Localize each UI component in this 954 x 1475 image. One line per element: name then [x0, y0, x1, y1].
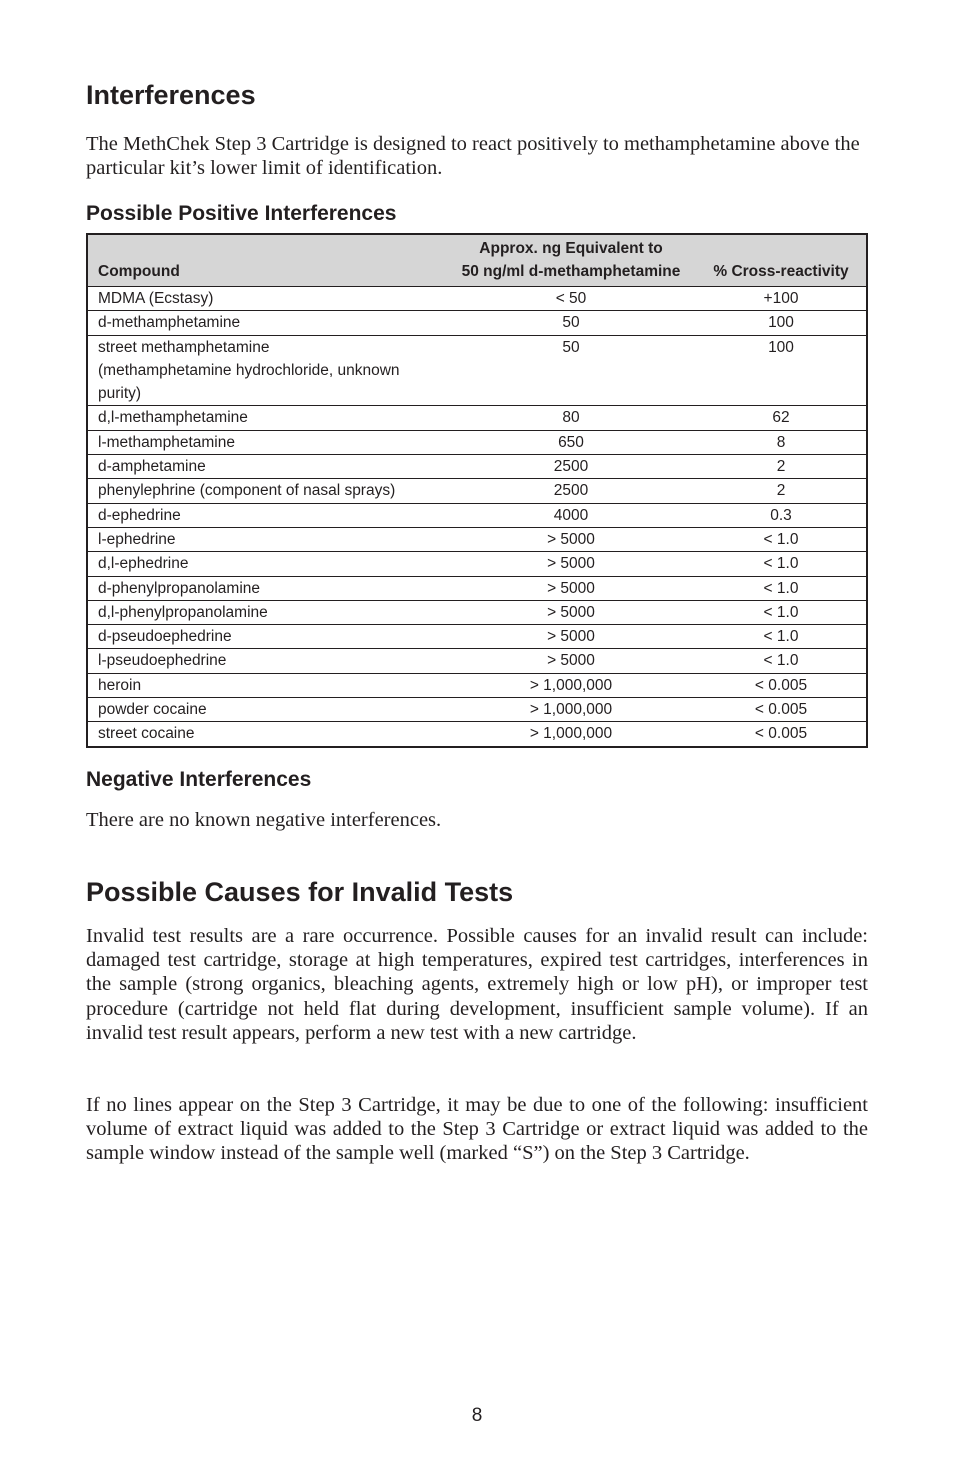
table-row	[87, 503, 867, 527]
cell-cross-reactivity: < 0.005	[754, 725, 808, 743]
cell-compound	[87, 311, 446, 335]
header-compound: Compound	[87, 234, 446, 287]
subsection-title-negative: Negative Interferences	[86, 768, 312, 791]
cell-equivalent: > 5000	[446, 576, 696, 600]
table-header-row	[87, 234, 867, 287]
table-row	[87, 625, 867, 649]
cell-compound	[87, 576, 446, 600]
table-row	[87, 527, 867, 551]
cell-cross-reactivity: < 1.0	[696, 600, 867, 624]
cell-cross-reactivity: < 1.0	[696, 649, 867, 673]
cell-cross-reactivity: < 0.005	[696, 673, 867, 697]
compound-name: d,l-phenylpropanolamine	[98, 603, 268, 621]
compound-name: d-pseudoephedrine	[98, 628, 232, 646]
positive-interferences-table	[86, 233, 868, 748]
cell-cross-reactivity: 8	[696, 430, 867, 454]
cell-equivalent: > 1,000,000	[446, 673, 696, 697]
compound-name: d,l-methamphetamine	[98, 409, 248, 427]
cell-equivalent: > 1,000,000	[446, 698, 696, 722]
table-row	[87, 287, 867, 311]
compound-name: l-ephedrine	[98, 530, 176, 548]
cell-compound	[87, 698, 446, 722]
cell-cross-reactivity: < 1.0	[696, 625, 867, 649]
cell-cross-reactivity: < 0.005	[696, 698, 867, 722]
table-row	[87, 576, 867, 600]
cell-compound	[87, 673, 446, 697]
header-cross-reactivity: % Cross-reactivity	[696, 234, 867, 287]
cell-cross-reactivity: < 1.0	[696, 576, 867, 600]
table-row	[87, 430, 867, 454]
cell-cross-reactivity: 0.3	[696, 503, 867, 527]
invalid-tests-paragraph-1: Invalid test results are a rare occurrence. Possible causes for an invalid result can include: damaged test cartridge, storage at high temperatures, expired test cartridges, interferences in the sample (strong organics, bleaching agents, extremely high or low pH), or improper test procedure (cartridge not held flat during development, insufficient sample volume). If an invalid test result appears, perform a new test with a new cartridge.	[86, 925, 868, 1044]
cell-equivalent: < 50	[446, 287, 696, 311]
cell-equivalent: 4000	[446, 503, 696, 527]
cell-equivalent: > 5000	[446, 527, 696, 551]
table-body	[87, 287, 867, 747]
cell-compound	[87, 649, 446, 673]
table-row	[87, 600, 867, 624]
compound-name: powder cocaine	[98, 701, 207, 719]
cell-compound	[87, 430, 446, 454]
cell-cross-reactivity: 100	[696, 335, 867, 406]
cell-equivalent: > 5000	[446, 625, 696, 649]
table-row	[87, 649, 867, 673]
table-row	[87, 455, 867, 479]
header-equivalent	[446, 234, 696, 287]
table-row	[87, 698, 867, 722]
cell-compound	[87, 503, 446, 527]
compound-name: l-pseudoephedrine	[98, 652, 227, 670]
compound-name: phenylephrine (component of nasal sprays)	[98, 482, 396, 500]
cell-equivalent: > 5000	[446, 552, 696, 576]
table-row	[87, 722, 867, 747]
cell-equivalent: 50	[446, 311, 696, 335]
section-title-invalid-tests: Possible Causes for Invalid Tests	[86, 877, 514, 907]
subsection-title-positive: Possible Positive Interferences	[86, 202, 397, 225]
cell-compound	[87, 455, 446, 479]
compound-name: d-methamphetamine	[98, 314, 241, 332]
cell-cross-reactivity: 2	[696, 479, 867, 503]
compound-name: d,l-ephedrine	[98, 555, 189, 573]
cell-cross-reactivity: 2	[696, 455, 867, 479]
table-row	[87, 311, 867, 335]
cell-compound	[87, 600, 446, 624]
cell-equivalent: > 5000	[446, 649, 696, 673]
header-equivalent-line1: Approx. ng Equivalent to	[479, 240, 663, 257]
cell-equivalent: > 5000	[446, 600, 696, 624]
cell-compound	[87, 287, 446, 311]
compound-name: MDMA (Ecstasy)	[98, 290, 214, 307]
compound-name: street cocaine	[98, 725, 195, 743]
section-title-interferences: Interferences	[86, 80, 256, 110]
cell-cross-reactivity: < 1.0	[696, 552, 867, 576]
cell-compound	[87, 527, 446, 551]
cell-cross-reactivity: < 1.0	[696, 527, 867, 551]
cell-equivalent: 2500	[446, 455, 696, 479]
cell-equivalent: 80	[446, 406, 696, 430]
page-number: 8	[471, 1405, 483, 1426]
table-row	[87, 335, 867, 406]
table-row	[87, 552, 867, 576]
cell-compound	[87, 552, 446, 576]
cell-cross-reactivity: 100	[696, 311, 867, 335]
cell-equivalent: > 1,000,000	[529, 725, 613, 743]
cell-equivalent: 2500	[446, 479, 696, 503]
compound-name: d-phenylpropanolamine	[98, 579, 261, 597]
compound-name: street methamphetamine	[98, 338, 270, 356]
table-row	[87, 479, 867, 503]
cell-compound	[87, 479, 446, 503]
negative-interferences-text: There are no known negative interferences.	[86, 809, 442, 831]
cell-compound	[87, 722, 446, 747]
cell-equivalent: 50	[446, 335, 696, 406]
invalid-tests-paragraph-2: If no lines appear on the Step 3 Cartridge, it may be due to one of the following: insufficient volume of extract liquid was added to the Step 3 Cartridge or extract liquid was added to the sample window instead of the sample well (marked “S”) on the Step 3 Cartridge.	[86, 1094, 868, 1165]
compound-name: d-ephedrine	[98, 506, 181, 524]
interferences-intro: The MethChek Step 3 Cartridge is designed to react positively to methamphetamine above the particular kit’s lower limit of identification.	[86, 133, 860, 179]
cell-cross-reactivity: +100	[696, 287, 867, 311]
header-equivalent-line2: 50 ng/ml d-methamphetamine	[461, 263, 681, 280]
table-row	[87, 406, 867, 430]
compound-name: d-amphetamine	[98, 458, 206, 476]
compound-note: (methamphetamine hydrochloride, unknown purity)	[98, 361, 400, 403]
compound-name: l-methamphetamine	[98, 433, 235, 451]
cell-compound	[87, 406, 446, 430]
cell-equivalent: 650	[446, 430, 696, 454]
cell-compound	[87, 625, 446, 649]
compound-name: heroin	[98, 676, 142, 694]
cell-cross-reactivity: 62	[696, 406, 867, 430]
cell-compound	[87, 335, 446, 406]
table-row	[87, 673, 867, 697]
